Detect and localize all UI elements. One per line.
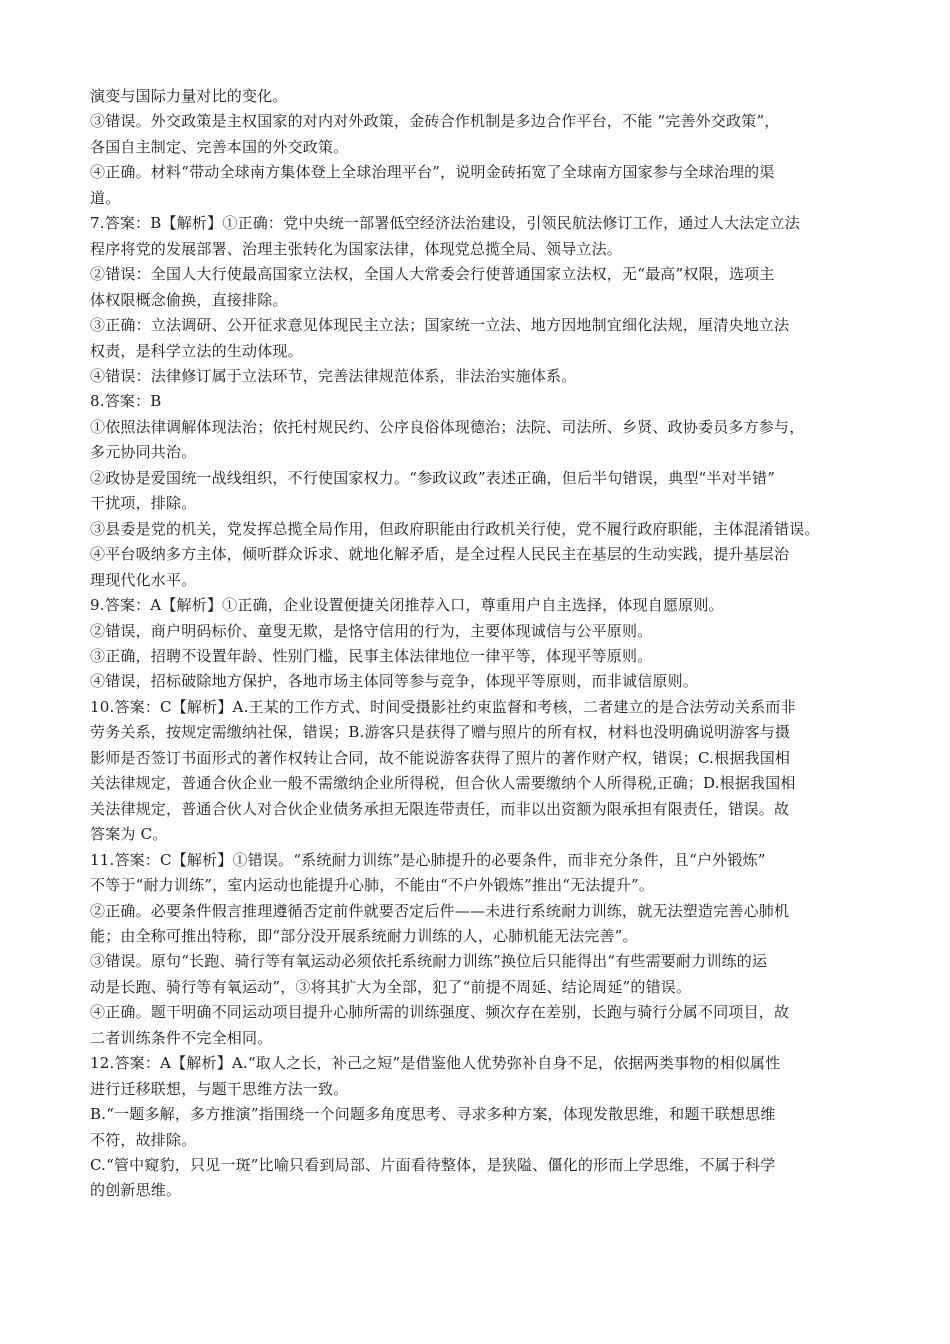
text-line: 道。 — [90, 188, 121, 207]
text-line: 能；由全称可推出特称，即“部分没开展系统耐力训练的人，心肺机能无法完善”。 — [90, 926, 638, 945]
text-line: ④正确。题干明确不同运动项目提升心肺所需的训练强度、频次存在差别，长跑与骑行分属不同项目，故 — [90, 1003, 790, 1022]
text-line: 理现代化水平。 — [90, 570, 197, 589]
text-line: ②正确。必要条件假言推理遵循否定前件就要否定后件——未进行系统耐力训练，就无法塑造完善心肺机 — [90, 901, 790, 920]
text-line: ②错误：全国人大行使最高国家立法权，全国人大常委会行使普通国家立法权，无“最高”权限，选项主 — [90, 265, 775, 284]
answer-8-heading: 8.答案：B — [90, 392, 162, 411]
text-line: ③正确，招聘不设置年龄、性别门槛，民事主体法律地位一律平等，体现平等原则。 — [90, 646, 653, 665]
text-line: 关法律规定，普通合伙企业一般不需缴纳企业所得税，但合伙人需要缴纳个人所得税,正确；D.根据我国相 — [90, 774, 796, 793]
answer-11-heading: 11.答案：C【解析】①错误。“系统耐力训练”是心肺提升的必要条件，而非充分条件，且“户外锻炼” — [90, 850, 766, 869]
text-line: 答案为 C。 — [90, 825, 168, 844]
text-line: 多元协同共治。 — [90, 443, 197, 462]
text-line: 二者训练条件不完全相同。 — [90, 1028, 273, 1047]
text-line: ③县委是党的机关，党发挥总揽全局作用，但政府职能由行政机关行使，党不履行政府职能，主体混淆错误。 — [90, 519, 820, 538]
answer-7-heading: 7.答案：B【解析】①正确：党中央统一部署低空经济法治建设，引领民航法修订工作，通过人大法定立法 — [90, 214, 800, 233]
text-line: 权责，是科学立法的生动体现。 — [90, 341, 303, 360]
text-line: C.“管中窥豹，只见一斑”比喻只看到局部、片面看待整体，是狭隘、僵化的形而上学思维，不属于科学 — [90, 1156, 776, 1175]
text-line: 劳务关系，按规定需缴纳社保，错误；B.游客只是获得了赠与照片的所有权，材料也没明确说明游客与摄 — [90, 723, 791, 742]
answer-10-heading: 10.答案：C【解析】A.王某的工作方式、时间受摄影社约束监督和考核，二者建立的是合法劳动关系而非 — [90, 697, 796, 716]
text-line: ④平台吸纳多方主体，倾听群众诉求、就地化解矛盾，是全过程人民民主在基层的生动实践，提升基层治 — [90, 545, 790, 564]
text-line: ②政协是爱国统一战线组织，不行使国家权力。“参政议政”表述正确，但后半句错误，典型“半对半错” — [90, 468, 776, 487]
text-line: 进行迁移联想，与题干思维方法一致。 — [90, 1079, 349, 1098]
text-line: 不等于“耐力训练”，室内运动也能提升心肺，不能由“不户外锻炼”推出“无法提升”。 — [90, 876, 655, 895]
document-body — [90, 84, 862, 1204]
answer-9-heading: 9.答案：A【解析】①正确，企业设置便捷关闭推荐入口，尊重用户自主选择，体现自愿原则。 — [90, 596, 724, 615]
text-line: 的创新思维。 — [90, 1181, 182, 1200]
text-line: ③错误。原句“长跑、骑行等有氧运动必须依托系统耐力训练”换位后只能得出“有些需要耐力训练的运 — [90, 952, 768, 971]
text-line: 影师是否签订书面形式的著作权转让合同，故不能说游客获得了照片的著作财产权，错误；C.根据我国相 — [90, 748, 791, 767]
text-line: ③错误。外交政策是主权国家的对内对外政策，金砖合作机制是多边合作平台，不能 “完善外交政策”， — [90, 112, 780, 131]
text-line: ④错误，招标破除地方保护，各地市场主体同等参与竞争，体现平等原则，而非诚信原则。 — [90, 672, 699, 691]
text-line: B.“一题多解，多方推演”指围绕一个问题多角度思考、寻求多种方案，体现发散思维，和题干联想思维 — [90, 1105, 776, 1124]
text-line: ③正确：立法调研、公开征求意见体现民主立法；国家统一立法、地方因地制宜细化法规，厘清央地立法 — [90, 316, 790, 335]
text-line: 演变与国际力量对比的变化。 — [90, 87, 288, 105]
text-line: 关法律规定，普通合伙人对合伙企业债务承担无限连带责任，而非以出资额为限承担有限责任，错误。故 — [90, 799, 790, 818]
answer-12-heading: 12.答案：A【解析】A.“取人之长，补己之短”是借鉴他人优势弥补自身不足，依据两类事物的相似属性 — [90, 1054, 781, 1073]
text-line: 动是长跑、骑行等有氧运动”，③将其扩大为全部，犯了“前提不周延、结论周延”的错误。 — [90, 977, 692, 996]
text-line: 不符，故排除。 — [90, 1130, 197, 1149]
text-line: 体权限概念偷换，直接排除。 — [90, 290, 288, 309]
text-line: ④错误：法律修订属于立法环节，完善法律规范体系，非法治实施体系。 — [90, 366, 577, 385]
text-line: 各国自主制定、完善本国的外交政策。 — [90, 137, 349, 156]
text-line: ②错误，商户明码标价、童叟无欺，是恪守信用的行为，主要体现诚信与公平原则。 — [90, 621, 653, 640]
text-line: 程序将党的发展部署、治理主张转化为国家法律，体现党总揽全局、领导立法。 — [90, 239, 623, 258]
text-line: ④正确。材料“带动全球南方集体登上全球治理平台”，说明金砖拓宽了全球南方国家参与全球治理的渠 — [90, 163, 775, 182]
text-line: ①依照法律调解体现法治；依托村规民约、公序良俗体现德治；法院、司法所、乡贤、政协委员多方参与， — [90, 417, 805, 436]
text-line: 干扰项，排除。 — [90, 494, 197, 513]
